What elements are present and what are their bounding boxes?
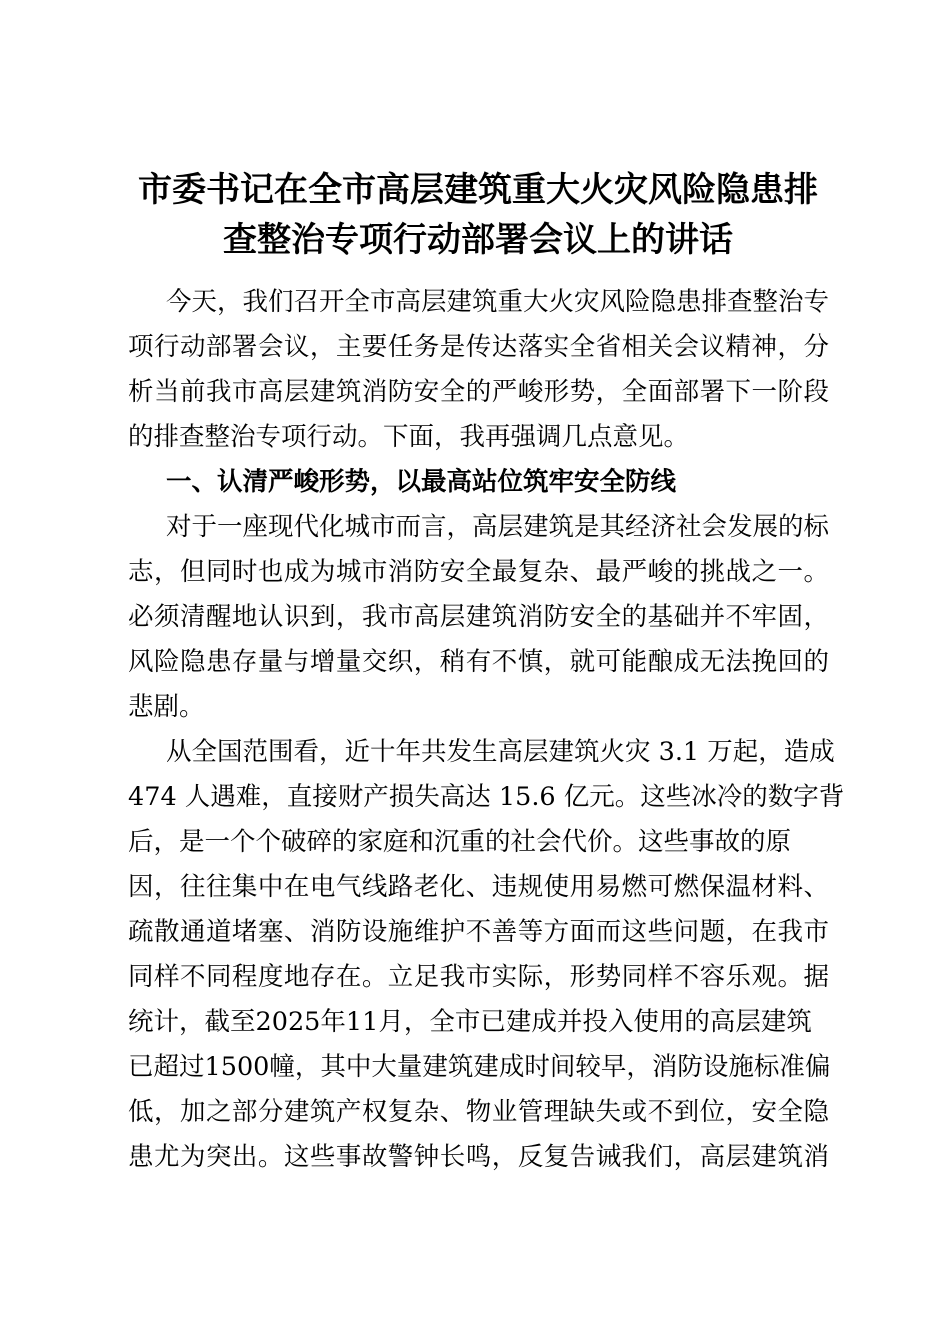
title-line: 市委书记在全市高层建筑重大火灾风险隐患排 <box>138 170 818 210</box>
text-line: 已超过1500幢，其中大量建筑建成时间较早，消防设施标准偏 <box>128 1052 831 1082</box>
paragraph <box>128 730 845 1180</box>
text-line: 志，但同时也成为城市消防安全最复杂、最严峻的挑战之一。 <box>128 557 829 587</box>
paragraph <box>128 505 829 730</box>
text-line: 必须清醒地认识到，我市高层建筑消防安全的基础并不牢固， <box>128 602 829 632</box>
text-line: 同样不同程度地存在。立足我市实际，形势同样不容乐观。据 <box>128 962 829 992</box>
text-line: 对于一座现代化城市而言，高层建筑是其经济社会发展的标 <box>166 512 830 542</box>
text-line: 项行动部署会议，主要任务是传达落实全省相关会议精神，分 <box>128 332 829 362</box>
text-line: 的排查整治专项行动。下面，我再强调几点意见。 <box>128 422 690 452</box>
text-line: 474 人遇难，直接财产损失高达 15.6 亿元。这些冰冷的数字背 <box>128 782 845 812</box>
document-title <box>127 165 829 265</box>
text-line: 从全国范围看，近十年共发生高层建筑火灾 3.1 万起，造成 <box>166 737 835 767</box>
document-body <box>128 280 845 1180</box>
text-line: 悲剧。 <box>128 692 205 722</box>
text-line: 因，往往集中在电气线路老化、违规使用易燃可燃保温材料、 <box>128 872 829 902</box>
text-line: 后，是一个个破碎的家庭和沉重的社会代价。这些事故的原 <box>128 827 792 857</box>
text-line: 患尤为突出。这些事故警钟长鸣，反复告诫我们，高层建筑消 <box>128 1142 829 1172</box>
intro-paragraph <box>128 280 829 460</box>
text-line: 低，加之部分建筑产权复杂、物业管理缺失或不到位，安全隐 <box>128 1097 829 1127</box>
text-line: 今天，我们召开全市高层建筑重大火灾风险隐患排查整治专 <box>166 287 830 317</box>
text-line: 风险隐患存量与增量交织，稍有不慎，就可能酿成无法挽回的 <box>128 647 829 677</box>
title-line: 查整治专项行动部署会议上的讲话 <box>223 220 733 260</box>
section-heading: 一、认清严峻形势，以最高站位筑牢安全防线 <box>166 467 677 497</box>
text-line: 疏散通道堵塞、消防设施维护不善等方面而这些问题，在我市 <box>128 917 829 947</box>
text-line: 统计，截至2025年11月，全市已建成并投入使用的高层建筑 <box>128 1007 812 1037</box>
text-line: 析当前我市高层建筑消防安全的严峻形势，全面部署下一阶段 <box>128 377 829 407</box>
